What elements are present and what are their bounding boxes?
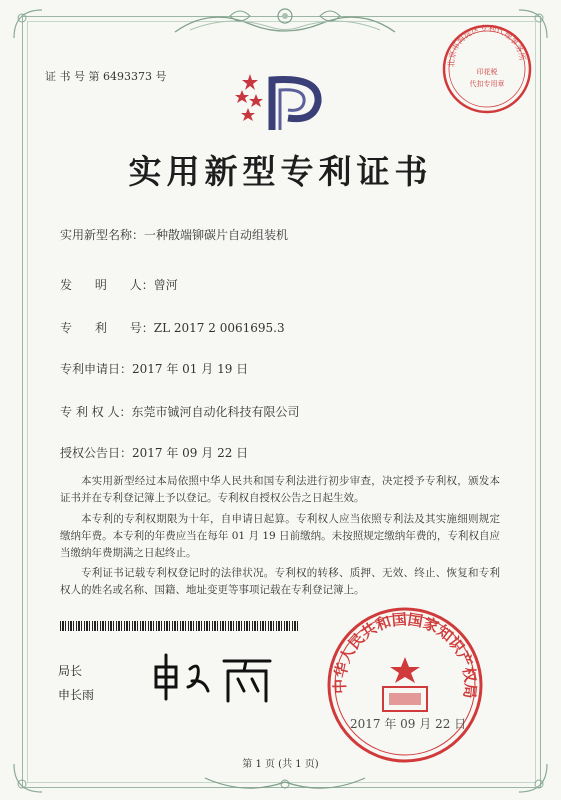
paragraph-grant: 本实用新型经过本局依照中华人民共和国专利法进行初步审查，决定授予专利权，颁发本证书并在专利登记簿上予以登记。专利权自授权公告之日起生效。 <box>60 475 500 504</box>
application-date: 专利申请日：2017 年 01 月 19 日 <box>60 362 249 376</box>
stamp-date: 2017 年 09 月 22 日 <box>350 717 467 731</box>
patent-number: 专 利 号：ZL 2017 2 0061695.3 <box>60 321 285 335</box>
paragraph-legal-status: 专利证书记载专利权登记时的法律状况。专利权的转移、质押、无效、终止、恢复和专利权人的姓名或名称、国籍、地址变更等事项记载在专利登记簿上。 <box>60 567 500 596</box>
director-title: 局长 <box>58 664 83 678</box>
svg-text:北京市海淀区专利代理事务所: 北京市海淀区专利代理事务所 <box>446 23 527 68</box>
patentee: 专 利 权 人：东莞市铖河自动化科技有限公司 <box>60 405 300 419</box>
barcode <box>60 621 298 631</box>
director-name: 申长雨 <box>58 688 95 702</box>
bottom-ornament <box>200 772 370 796</box>
page-number: 第 1 页 (共 1 页) <box>242 759 319 770</box>
certificate-title: 实用新型专利证书 <box>128 152 433 191</box>
handwritten-signature <box>148 647 278 707</box>
certificate-number: 证 书 号 第 6493373 号 <box>45 70 167 83</box>
tax-stamp-seal <box>440 22 535 117</box>
top-ornament <box>170 2 400 40</box>
cnipa-logo-icon <box>232 70 328 140</box>
corner-ornament-top-left <box>12 8 46 42</box>
announcement-date: 授权公告日：2017 年 09 月 22 日 <box>60 446 249 460</box>
official-seal <box>325 605 485 765</box>
svg-text:中华人民共和国国家知识产权局: 中华人民共和国国家知识产权局 <box>330 610 480 700</box>
paragraph-term: 本专利的专利权期限为十年，自申请日起算。专利权人应当依照专利法及其实施细则规定缴纳年费。本专利的年费应当在每年 01 月 19 日前缴纳。未按照规定缴纳年费的，专利权自应当缴纳年费期满之日起终止。 <box>60 513 500 559</box>
svg-text:代扣专用章: 代扣专用章 <box>469 80 505 88</box>
utility-model-name: 实用新型名称：一种散端铆碳片自动组装机 <box>60 228 289 242</box>
svg-text:印花税: 印花税 <box>476 68 498 76</box>
inventor: 发 明 人：曾河 <box>60 278 178 292</box>
